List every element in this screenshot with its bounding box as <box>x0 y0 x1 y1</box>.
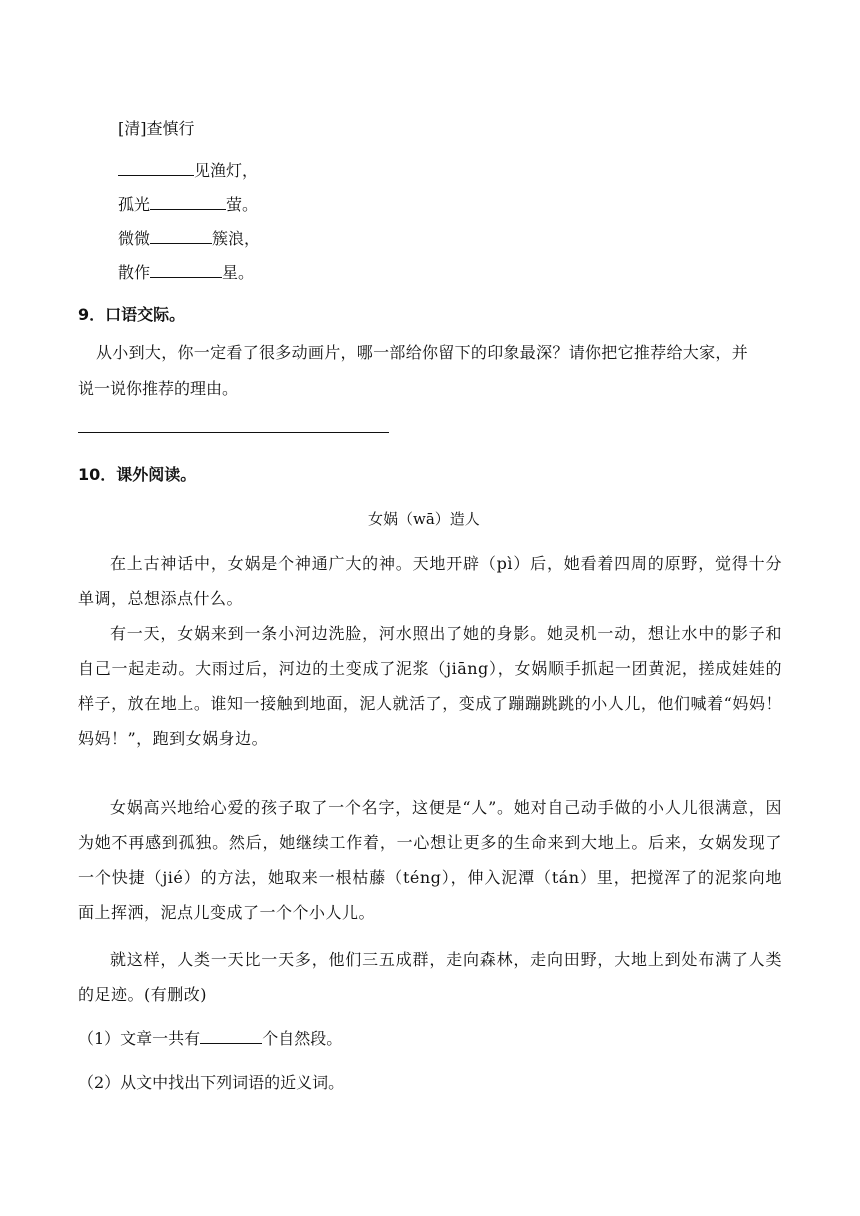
poem-line-1 <box>118 158 258 181</box>
poem-blank-2[interactable] <box>150 193 226 210</box>
poem-line-2-after: 萤。 <box>226 195 259 214</box>
poem-author: [清]查慎行 <box>118 119 195 138</box>
q10-subquestion-2: （2）从文中找出下列词语的近义词。 <box>78 1073 345 1092</box>
story-title: 女娲（wā）造人 <box>368 510 480 528</box>
poem-line-2-before: 孤光 <box>118 195 151 214</box>
q10-sub1-after: 个自然段。 <box>262 1029 343 1048</box>
poem-blank-4[interactable] <box>150 261 222 278</box>
q9-prompt-line-1: 从小到大，你一定看了很多动画片，哪一部给你留下的印象最深？请你把它推荐给大家，并 <box>96 343 749 362</box>
poem-line-3 <box>118 226 260 249</box>
q10-sub1-before: （1）文章一共有 <box>78 1029 201 1048</box>
poem-line-3-after: 簇浪， <box>212 229 261 248</box>
poem-blank-3[interactable] <box>150 227 212 244</box>
poem-line-1-text: 见渔灯， <box>194 161 259 180</box>
story-paragraph-3: 女娲高兴地给心爱的孩子取了一个名字，这便是“人”。她对自己动手做的小人儿很满意，因为她不再感到孤独。然后，她继续工作着，一心想让更多的生命来到大地上。后来，女娲发现了一个快捷（jié）的方法，她取来一根枯藤（téng），伸入泥潭（tán）里，把搅浑了的泥浆向地面上挥洒，泥点儿变成了一个个小人儿。 <box>78 798 782 922</box>
poem-line-4-after: 星。 <box>222 263 255 282</box>
q9-prompt-line-2: 说一说你推荐的理由。 <box>78 379 239 398</box>
story-paragraph-2: 有一天，女娲来到一条小河边洗脸，河水照出了她的身影。她灵机一动，想让水中的影子和自己一起走动。大雨过后，河边的土变成了泥浆（jiāng），女娲顺手抓起一团黄泥，搓成娃娃的样子，放在地上。谁知一接触到地面，泥人就活了，变成了蹦蹦跳跳的小人儿，他们喊着“妈妈！妈妈！”，跑到女娲身边。 <box>78 624 782 748</box>
q10-subquestion-1 <box>78 1026 342 1049</box>
q9-heading: 9．口语交际。 <box>78 305 186 324</box>
poem-line-4-before: 散作 <box>118 263 151 282</box>
q9-answer-line[interactable] <box>78 432 389 433</box>
q10-heading: 10．课外阅读。 <box>78 465 197 484</box>
story-paragraph-1: 在上古神话中，女娲是个神通广大的神。天地开辟（pì）后，她看着四周的原野，觉得十分单调，总想添点什么。 <box>78 554 782 608</box>
poem-blank-1[interactable] <box>118 159 194 176</box>
poem-line-4 <box>118 260 254 283</box>
poem-line-3-before: 微微 <box>118 229 151 248</box>
q10-sub1-blank[interactable] <box>200 1027 262 1044</box>
story-paragraph-4: 就这样，人类一天比一天多，他们三五成群，走向森林，走向田野，大地上到处布满了人类的足迹。(有删改) <box>78 950 782 1004</box>
poem-line-2 <box>118 192 258 215</box>
